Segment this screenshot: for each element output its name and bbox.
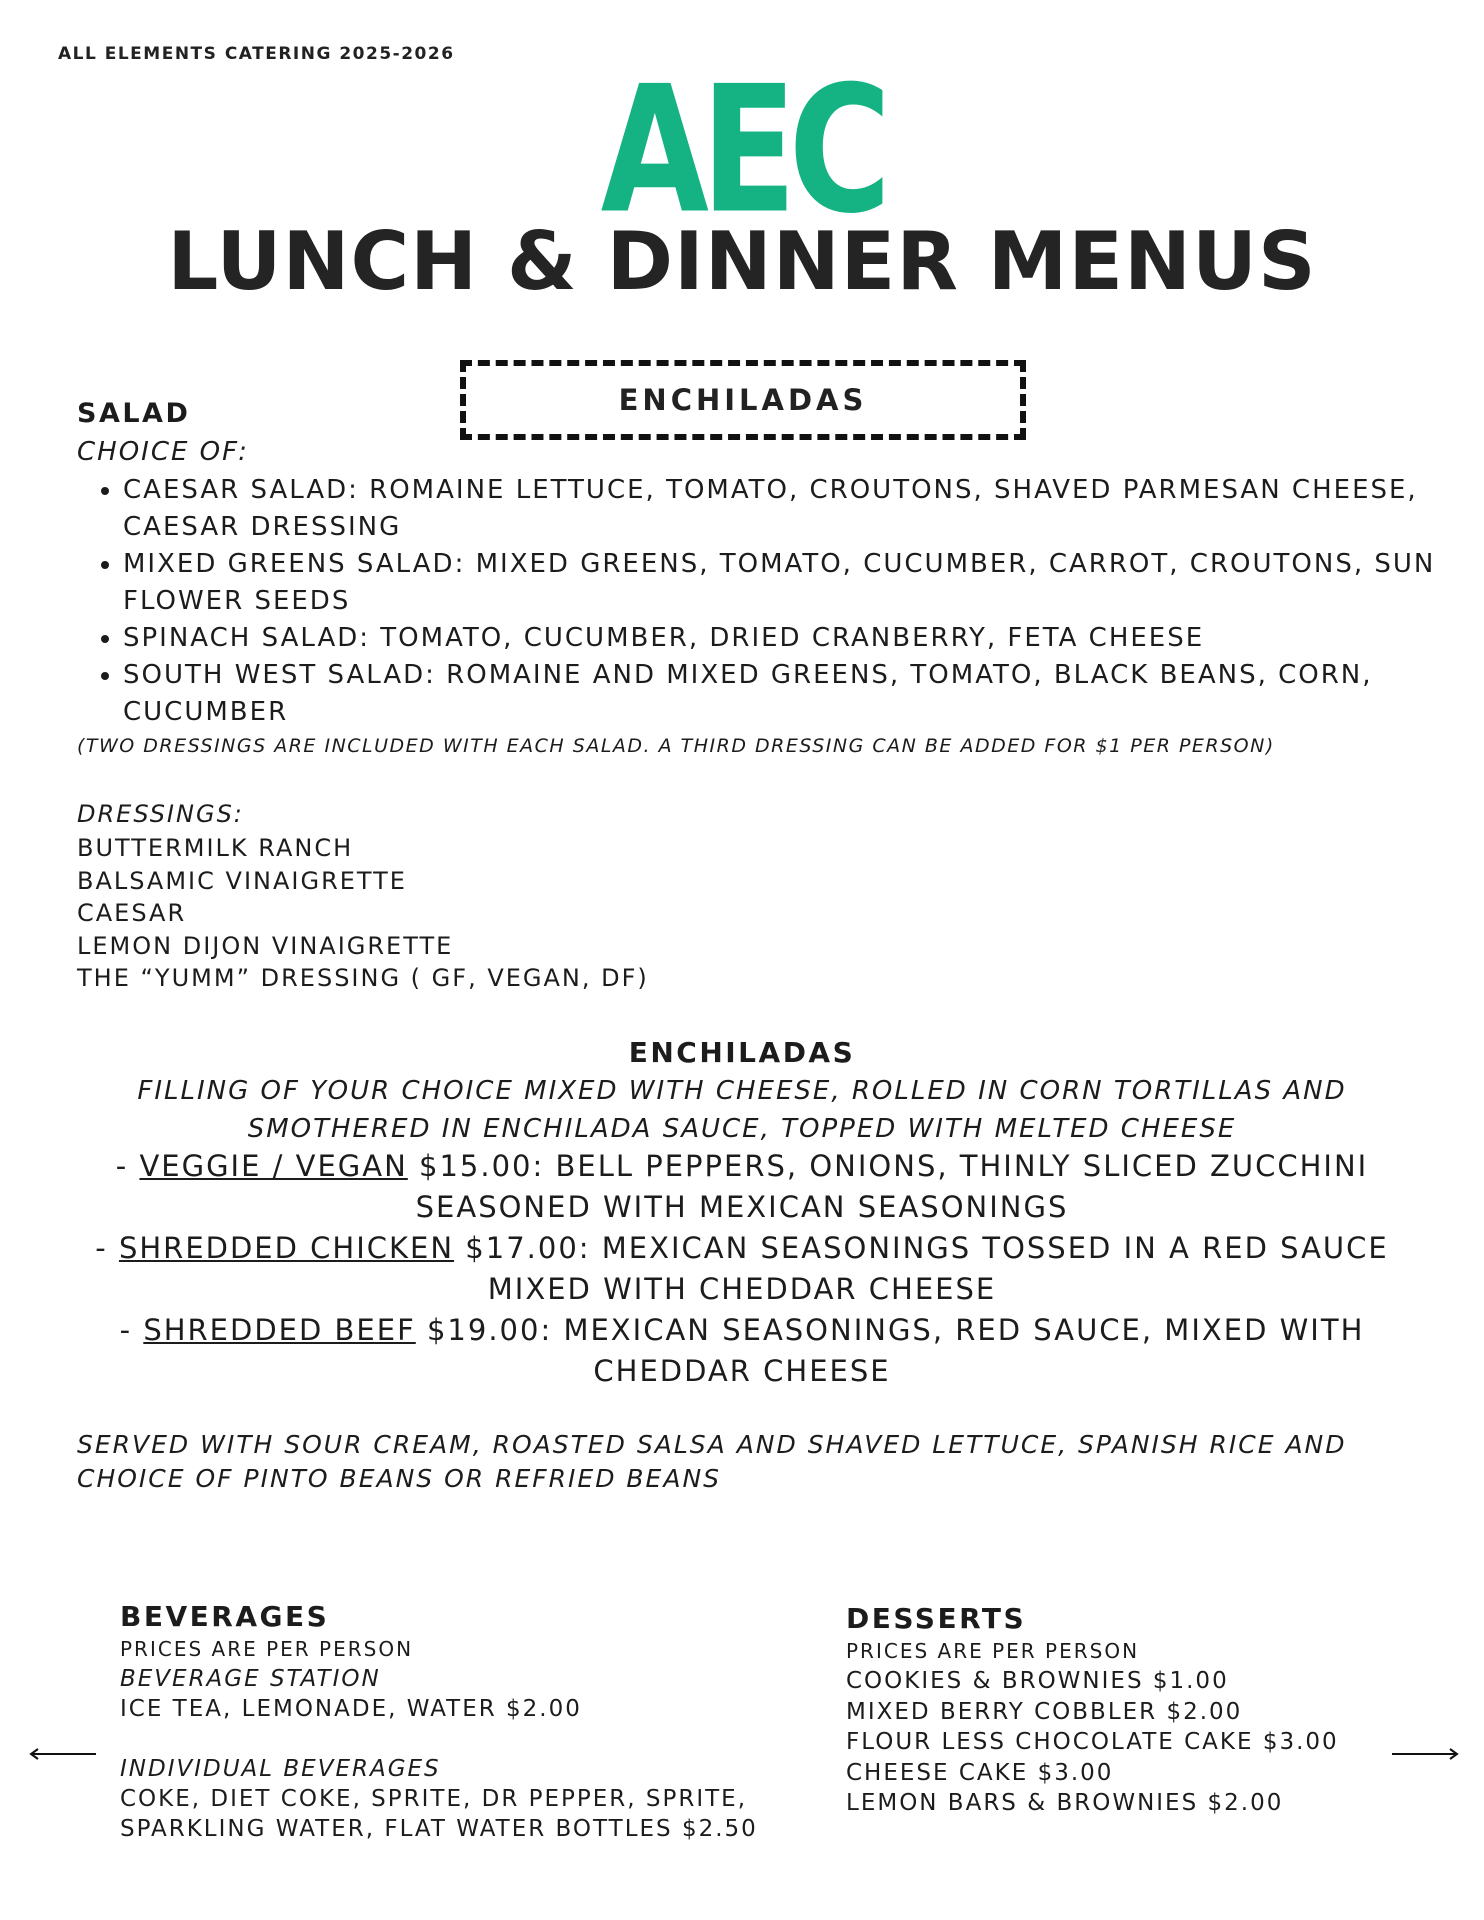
dessert-item: COOKIES & BROWNIES $1.00 — [846, 1668, 1229, 1694]
enchiladas-options — [70, 1146, 1414, 1392]
option-prefix: - — [115, 1149, 140, 1183]
enchiladas-served-with: SERVED WITH SOUR CREAM, ROASTED SALSA AND SHAVED LETTUCE, SPANISH RICE AND CHOICE OF PINTO BEANS OR REFRIED BEANS — [77, 1430, 1347, 1493]
dressing-item: LEMON DIJON VINAIGRETTE — [77, 931, 454, 960]
section-tab-box — [460, 360, 1026, 440]
salad-item: • MIXED GREENS SALAD: MIXED GREENS, TOMATO, CUCUMBER, CARROT, CROUTONS, SUN FLOWER SEEDS — [123, 546, 1453, 620]
salad-item: • CAESAR SALAD: ROMAINE LETTUCE, TOMATO, CROUTONS, SHAVED PARMESAN CHEESE, CAESAR DRESSING — [123, 472, 1453, 546]
option-detail: $15.00: BELL PEPPERS, ONIONS, THINLY SLICED ZUCCHINI SEASONED WITH MEXICAN SEASONINGS — [407, 1149, 1369, 1224]
dressing-item: CAESAR — [77, 899, 187, 927]
dessert-item: CHEESE CAKE $3.00 — [846, 1759, 1114, 1786]
dessert-item: MIXED BERRY COBBLER $2.00 — [846, 1698, 1243, 1725]
option-name: SHREDDED BEEF — [143, 1313, 416, 1347]
company-line: ALL ELEMENTS CATERING 2025-2026 — [58, 44, 455, 64]
enchiladas-heading: ENCHILADAS — [628, 1036, 856, 1069]
option-prefix: - — [119, 1313, 144, 1347]
beverages-price-note: PRICES ARE PER PERSON — [120, 1637, 414, 1661]
option-name: VEGGIE / VEGAN — [139, 1149, 408, 1183]
salad-item: • SOUTH WEST SALAD: ROMAINE AND MIXED GREENS, TOMATO, BLACK BEANS, CORN, CUCUMBER — [123, 657, 1453, 731]
desserts-heading: DESSERTS — [846, 1602, 1027, 1635]
logo: AEC — [600, 49, 884, 253]
option-name: SHREDDED CHICKEN — [118, 1231, 455, 1265]
salad-list — [78, 472, 1453, 731]
individual-beverages-line: COKE, DIET COKE, SPRITE, DR PEPPER, SPRITE, — [120, 1786, 748, 1812]
option-detail: $17.00: MEXICAN SEASONINGS TOSSED IN A RED SAUCE MIXED WITH CHEDDAR CHEESE — [454, 1231, 1389, 1306]
dressing-item: THE “YUMM” DRESSING ( GF, VEGAN, DF) — [77, 964, 649, 992]
dressings-heading: DRESSINGS: — [77, 800, 244, 828]
option-prefix: - — [95, 1231, 119, 1265]
arrow-right-icon[interactable] — [1390, 1744, 1460, 1764]
dressing-item: BUTTERMILK RANCH — [77, 834, 354, 862]
page-title: LUNCH & DINNER MENUS — [167, 215, 1317, 308]
dressing-item: BALSAMIC VINAIGRETTE — [77, 866, 407, 895]
beverages-heading: BEVERAGES — [120, 1600, 330, 1633]
dressings-list — [77, 832, 649, 995]
desserts-section — [846, 1602, 1339, 1819]
section-tab-label: ENCHILADAS — [618, 383, 868, 417]
individual-beverages-line: SPARKLING WATER, FLAT WATER BOTTLES $2.50 — [120, 1816, 758, 1842]
spacer — [120, 1724, 758, 1754]
salad-heading: SALAD — [77, 398, 191, 429]
enchilada-option — [70, 1228, 1414, 1310]
salad-item: • SPINACH SALAD: TOMATO, CUCUMBER, DRIED CRANBERRY, FETA CHEESE — [123, 620, 1453, 657]
individual-beverages-label: INDIVIDUAL BEVERAGES — [120, 1756, 441, 1782]
arrow-left-icon[interactable] — [28, 1744, 98, 1764]
option-detail: $19.00: MEXICAN SEASONINGS, RED SAUCE, MIXED WITH CHEDDAR CHEESE — [415, 1313, 1365, 1388]
beverages-section — [120, 1600, 758, 1844]
desserts-price-note: PRICES ARE PER PERSON — [846, 1639, 1140, 1663]
enchiladas-description: FILLING OF YOUR CHOICE MIXED WITH CHEESE, ROLLED IN CORN TORTILLAS AND SMOTHERED IN ENCHILADA SAUCE, TOPPED WITH MELTED CHEESE — [137, 1076, 1347, 1144]
salad-note: (TWO DRESSINGS ARE INCLUDED WITH EACH SALAD. A THIRD DRESSING CAN BE ADDED FOR $1 PER PERSON) — [77, 735, 1275, 757]
dessert-item: FLOUR LESS CHOCOLATE CAKE $3.00 — [846, 1729, 1339, 1755]
enchilada-option — [70, 1310, 1414, 1392]
dessert-item: LEMON BARS & BROWNIES $2.00 — [846, 1790, 1284, 1816]
enchilada-option — [70, 1146, 1414, 1228]
beverage-station-items: ICE TEA, LEMONADE, WATER $2.00 — [120, 1696, 582, 1722]
beverage-station-label: BEVERAGE STATION — [120, 1666, 381, 1692]
salad-choice-label: CHOICE OF: — [77, 437, 249, 467]
